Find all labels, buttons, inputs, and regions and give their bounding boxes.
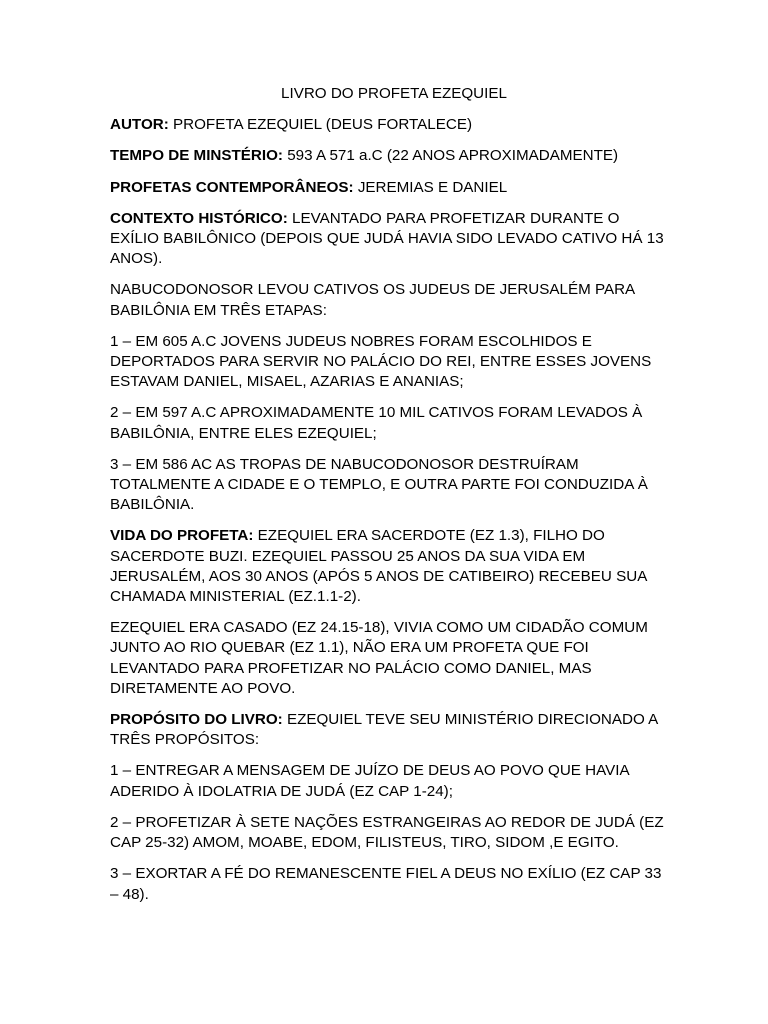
casado-paragraph: EZEQUIEL ERA CASADO (EZ 24.15-18), VIVIA COMO UM CIDADÃO COMUM JUNTO AO RIO QUEBAR (EZ 1.1), NÃO ERA UM PROFETA QUE FOI LEVANTADO PARA PROFETIZAR NO PALÁCIO COMO DANIEL, MAS DIRETAMENTE AO POVO.: [110, 619, 648, 697]
profetas-text: JEREMIAS E DANIEL: [357, 178, 508, 196]
tempo-label: TEMPO DE MINSTÉRIO:: [110, 147, 283, 165]
contexto-paragraph: [110, 209, 670, 270]
tempo-paragraph: [110, 146, 670, 166]
etapa-3-paragraph: 3 – EM 586 AC AS TROPAS DE NABUCODONOSOR DESTRUÍRAM TOTALMENTE A CIDADE E O TEMPLO, E OUTRA PARTE FOI CONDUZIDA À BABILÔNIA.: [110, 455, 648, 514]
autor-label: AUTOR:: [110, 116, 169, 134]
autor-paragraph: [110, 115, 670, 135]
tempo-text: 593 A 571 a.C (22 ANOS APROXIMADAMENTE): [287, 147, 619, 165]
document-title: LIVRO DO PROFETA EZEQUIEL: [281, 85, 507, 102]
etapa-1-paragraph: 1 – EM 605 A.C JOVENS JUDEUS NOBRES FORAM ESCOLHIDOS E DEPORTADOS PARA SERVIR NO PALÁCIO DO REI, ENTRE ESSES JOVENS ESTAVAM DANIEL, MISAEL, AZARIAS E ANANIAS;: [110, 332, 652, 391]
proposito-paragraph: [110, 710, 670, 750]
proposito-1-paragraph: 1 – ENTREGAR A MENSAGEM DE JUÍZO DE DEUS AO POVO QUE HAVIA ADERIDO À IDOLATRIA DE JUDÁ (EZ CAP 1-24);: [110, 762, 629, 800]
vida-label: VIDA DO PROFETA:: [110, 527, 254, 545]
profetas-label: PROFETAS CONTEMPORÂNEOS:: [110, 178, 354, 196]
proposito-text: EZEQUIEL TEVE SEU MINISTÉRIO DIRECIONADO A TRÊS PROPÓSITOS:: [110, 711, 658, 749]
contexto-text: LEVANTADO PARA PROFETIZAR DURANTE O EXÍLIO BABILÔNICO (DEPOIS QUE JUDÁ HAVIA SIDO LEVADO CATIVO HÁ 13 ANOS).: [110, 209, 664, 268]
vida-paragraph: [110, 526, 670, 607]
vida-text: EZEQUIEL ERA SACERDOTE (EZ 1.3), FILHO DO SACERDOTE BUZI. EZEQUIEL PASSOU 25 ANOS DA SUA VIDA EM JERUSALÉM, AOS 30 ANOS (APÓS 5 ANOS DE CATIBEIRO) RECEBEU SUA CHAMADA MINISTERIAL (EZ.1.1-2).: [110, 527, 647, 606]
profetas-paragraph: [110, 178, 670, 198]
proposito-3-paragraph: 3 – EXORTAR A FÉ DO REMANESCENTE FIEL A DEUS NO EXÍLIO (EZ CAP 33 – 48).: [110, 865, 662, 903]
document-body: [110, 84, 670, 916]
nabucodonosor-paragraph: NABUCODONOSOR LEVOU CATIVOS OS JUDEUS DE JERUSALÉM PARA BABILÔNIA EM TRÊS ETAPAS:: [110, 281, 635, 319]
etapa-2-paragraph: 2 – EM 597 A.C APROXIMADAMENTE 10 MIL CATIVOS FORAM LEVADOS À BABILÔNIA, ENTRE ELES EZEQUIEL;: [110, 404, 643, 442]
autor-text: PROFETA EZEQUIEL (DEUS FORTALECE): [173, 116, 473, 134]
contexto-label: CONTEXTO HISTÓRICO:: [110, 209, 288, 227]
proposito-2-paragraph: 2 – PROFETIZAR À SETE NAÇÕES ESTRANGEIRAS AO REDOR DE JUDÁ (EZ CAP 25-32) AMOM, MOABE, EDOM, FILISTEUS, TIRO, SIDOM ,E EGITO.: [110, 813, 664, 852]
proposito-label: PROPÓSITO DO LIVRO:: [110, 711, 283, 729]
